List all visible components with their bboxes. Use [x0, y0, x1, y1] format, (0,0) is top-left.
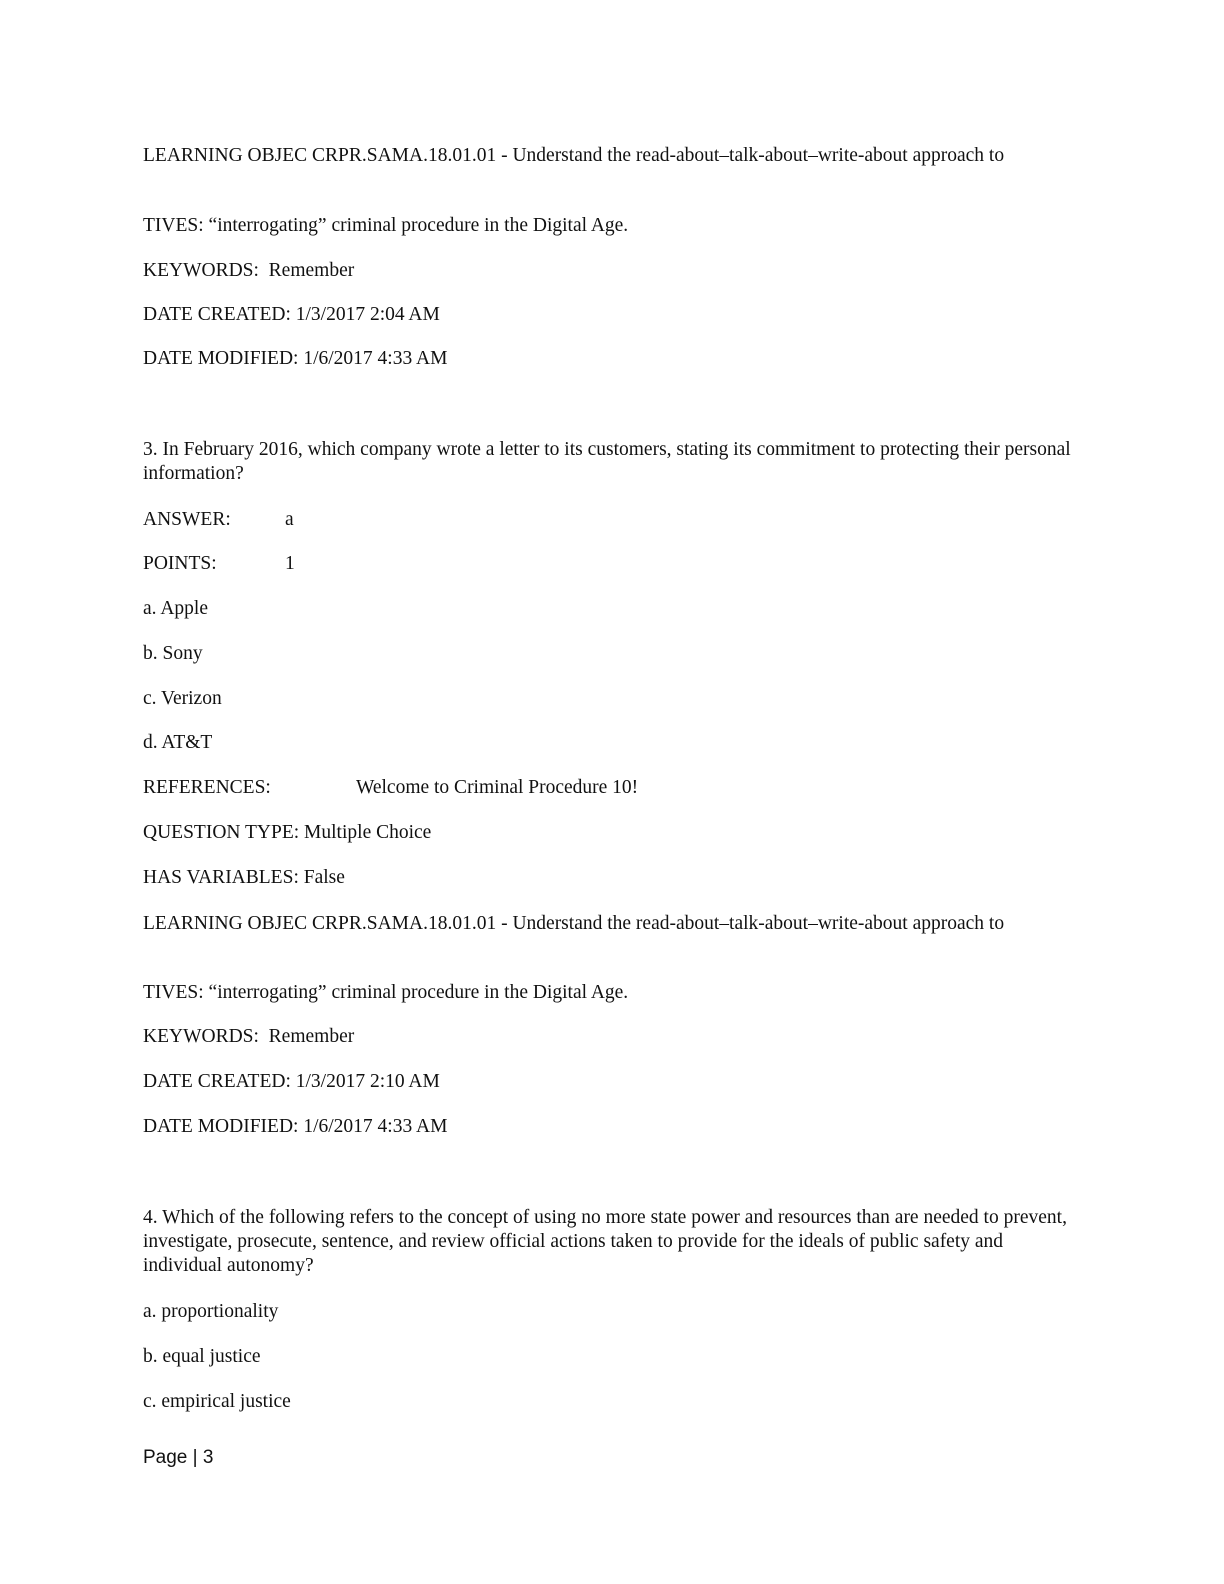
question-3-text: 3. In February 2016, which company wrote a letter to its customers, stating its commitment to protecting their personal information?: [143, 439, 1071, 484]
answer-row: [143, 508, 294, 532]
points-row: [143, 552, 295, 576]
references-value: Welcome to Criminal Procedure 10!: [356, 777, 639, 798]
option-a: a. Apple: [143, 598, 208, 619]
learning-objectives-1: LEARNING OBJEC CRPR.SAMA.18.01.01 - Understand the read-about–talk-about–write-about approach to: [143, 145, 1005, 166]
references-label: REFERENCES:: [143, 777, 271, 798]
date-modified-1: DATE MODIFIED: 1/6/2017 4:33 AM: [143, 348, 448, 369]
learning-objectives-1-cont: TIVES: “interrogating” criminal procedure in the Digital Age.: [143, 215, 629, 236]
question-4-text: 4. Which of the following refers to the concept of using no more state power and resources than are needed to prevent, investigate, prosecute, sentence, and review official actions taken to provide for the ideals of public safety and individual autonomy?: [143, 1207, 1067, 1276]
question-type: QUESTION TYPE: Multiple Choice: [143, 822, 432, 843]
keywords-1: [143, 259, 354, 283]
option-c: c. Verizon: [143, 688, 222, 709]
learning-objectives-2: LEARNING OBJEC CRPR.SAMA.18.01.01 - Understand the read-about–talk-about–write-about approach to: [143, 913, 1005, 934]
date-created-2: DATE CREATED: 1/3/2017 2:10 AM: [143, 1071, 440, 1092]
keywords-value: Remember: [268, 1026, 355, 1047]
keywords-label: KEYWORDS:: [143, 1026, 259, 1047]
references-row: [143, 776, 638, 800]
points-value: 1: [285, 553, 295, 574]
option-a: a. proportionality: [143, 1301, 279, 1322]
keywords-2: [143, 1025, 354, 1049]
option-b: b. equal justice: [143, 1346, 261, 1367]
option-d: d. AT&T: [143, 732, 213, 753]
option-c: c. empirical justice: [143, 1391, 291, 1412]
keywords-label: KEYWORDS:: [143, 260, 259, 281]
option-b: b. Sony: [143, 643, 203, 664]
page-number: Page | 3: [143, 1447, 214, 1468]
keywords-value: Remember: [268, 260, 355, 281]
has-variables: HAS VARIABLES: False: [143, 867, 345, 888]
points-label: POINTS:: [143, 553, 217, 574]
learning-objectives-2-cont: TIVES: “interrogating” criminal procedure in the Digital Age.: [143, 982, 629, 1003]
answer-label: ANSWER:: [143, 509, 231, 530]
date-created-1: DATE CREATED: 1/3/2017 2:04 AM: [143, 304, 440, 325]
answer-value: a: [285, 509, 294, 530]
date-modified-2: DATE MODIFIED: 1/6/2017 4:33 AM: [143, 1116, 448, 1137]
